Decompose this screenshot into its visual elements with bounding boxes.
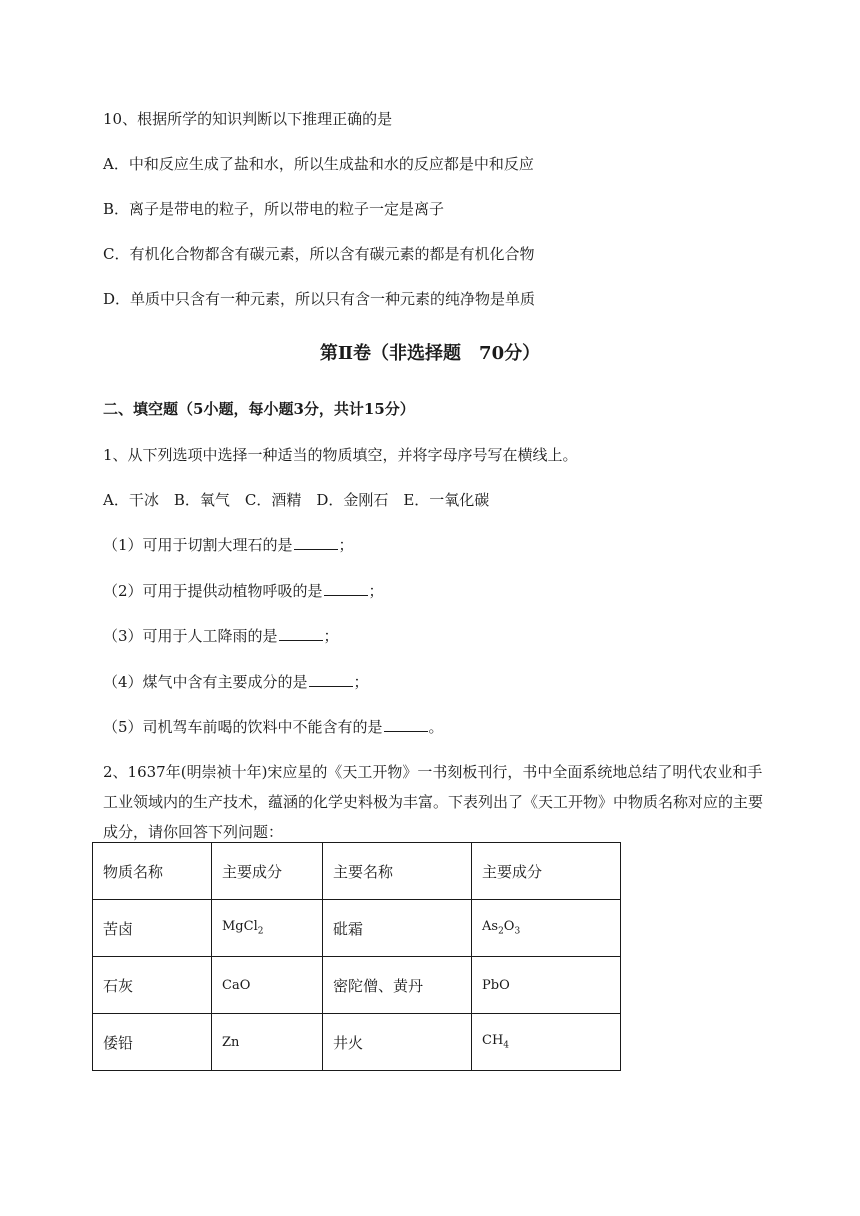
- substance-table: [92, 842, 621, 1071]
- table-cell-name: 密陀僧、黄丹: [323, 957, 472, 1014]
- answer-blank-1[interactable]: [294, 535, 338, 550]
- fill-item-5: [103, 716, 444, 738]
- section-title: 二、填空题（5小题，每小题3分，共计15分）: [103, 400, 415, 418]
- option-a: A．中和反应生成了盐和水，所以生成盐和水的反应都是中和反应: [103, 155, 534, 173]
- table-cell-formula: CaO: [212, 957, 323, 1014]
- option-b: B．离子是带电的粒子，所以带电的粒子一定是离子: [103, 200, 445, 218]
- fill-1-choices: A．干冰 B．氧气 C．酒精 D．金刚石 E．一氧化碳: [103, 491, 490, 509]
- formula-base: CH: [482, 1033, 504, 1049]
- table-cell-formula: [472, 900, 621, 957]
- fill-item-5-text: （5）司机驾车前喝的饮料中不能含有的是: [103, 718, 383, 736]
- table-cell-name: 井火: [323, 1014, 472, 1071]
- table-cell-name: 砒霜: [323, 900, 472, 957]
- table-cell-name: 倭铅: [93, 1014, 212, 1071]
- answer-blank-5[interactable]: [384, 717, 428, 732]
- table-row: [93, 900, 621, 957]
- formula-subscript: 4: [503, 1040, 510, 1051]
- fill-item-1: [103, 534, 354, 556]
- fill-item-1-text: （1）可用于切割大理石的是: [103, 536, 293, 554]
- formula-subscript: 2: [498, 926, 504, 937]
- question-10-stem: 10、根据所学的知识判断以下推理正确的是: [103, 110, 393, 128]
- fill-item-2-end: ；: [368, 582, 384, 600]
- table-cell-formula: [472, 1014, 621, 1071]
- answer-blank-2[interactable]: [324, 581, 368, 596]
- answer-blank-4[interactable]: [309, 672, 353, 687]
- table-header-cell: 主要成分: [472, 843, 621, 900]
- formula-subscript: 2: [257, 926, 264, 937]
- formula-part: O: [503, 919, 515, 935]
- fill-item-2-text: （2）可用于提供动植物呼吸的是: [103, 582, 323, 600]
- formula-base: MgCl: [222, 919, 258, 935]
- fill-item-4-text: （4）煤气中含有主要成分的是: [103, 673, 308, 691]
- fill-item-3-text: （3）可用于人工降雨的是: [103, 627, 278, 645]
- option-c: C．有机化合物都含有碳元素，所以含有碳元素的都是有机化合物: [103, 245, 535, 263]
- table-header-cell: 主要名称: [323, 843, 472, 900]
- fill-item-3-end: ；: [323, 627, 339, 645]
- table-header-row: [93, 843, 621, 900]
- table-header-cell: 主要成分: [212, 843, 323, 900]
- option-d: D．单质中只含有一种元素，所以只有含一种元素的纯净物是单质: [103, 290, 536, 308]
- fill-2-stem: 2、1637年(明崇祯十年)宋应星的《天工开物》一书刻板刊行，书中全面系统地总结了明代农业和手工业领域内的生产技术，蕴涵的化学史料极为丰富。下表列出了《天工开物》中物质名称对应的主要成分，请你回答下列问题：: [103, 763, 764, 841]
- table-cell-formula: Zn: [212, 1014, 323, 1071]
- table-cell-name: 苦卤: [93, 900, 212, 957]
- table-cell-name: 石灰: [93, 957, 212, 1014]
- table-header-cell: 物质名称: [93, 843, 212, 900]
- formula-subscript: 3: [514, 926, 521, 937]
- table-cell-formula: [212, 900, 323, 957]
- fill-item-2: [103, 580, 384, 602]
- formula-part: As: [482, 919, 499, 935]
- table-row: [93, 1014, 621, 1071]
- table-cell-formula: PbO: [472, 957, 621, 1014]
- fill-item-5-end: 。: [428, 718, 444, 736]
- fill-item-4-end: ；: [353, 673, 369, 691]
- answer-blank-3[interactable]: [279, 626, 323, 641]
- fill-item-4: [103, 671, 369, 693]
- part-2-title: 第Ⅱ卷（非选择题 70分）: [319, 343, 541, 364]
- table-row: [93, 957, 621, 1014]
- fill-item-3: [103, 625, 339, 647]
- fill-item-1-end: ；: [338, 536, 354, 554]
- fill-1-stem: 1、从下列选项中选择一种适当的物质填空，并将字母序号写在横线上。: [103, 446, 578, 464]
